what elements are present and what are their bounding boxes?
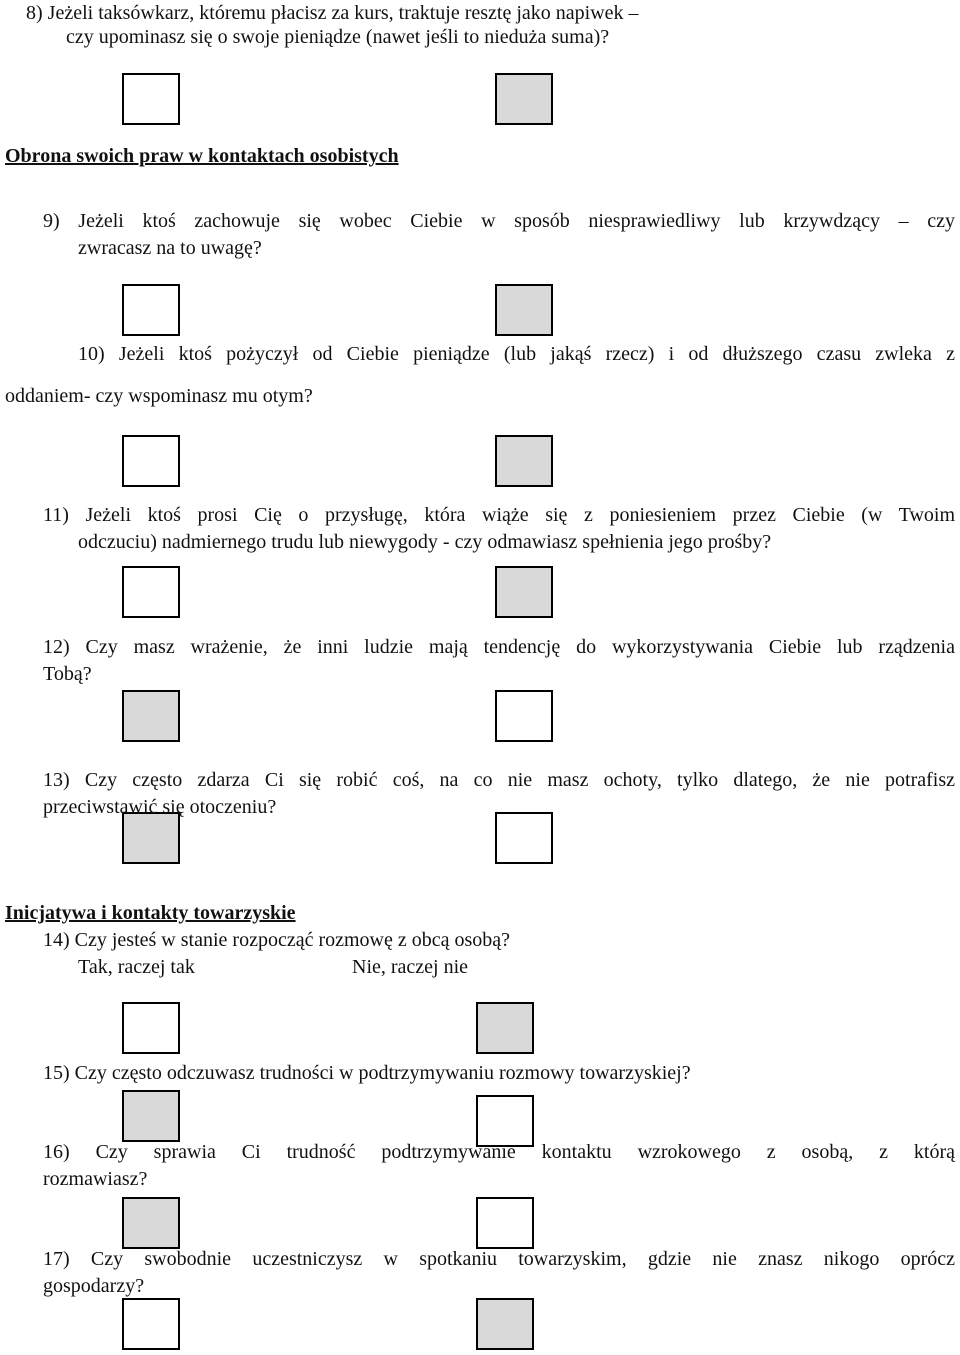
section-title-rights: Obrona swoich praw w kontaktach osobistych [5,145,399,167]
q16-answer-checkbox-left[interactable] [122,1197,180,1249]
q14-answer-no-label: Nie, raczej nie [352,956,469,978]
q14-answer-yes-label: Tak, raczej tak [78,956,195,978]
q10-answer-checkbox-right[interactable] [495,435,553,487]
q9-answer-checkbox-left[interactable] [122,284,180,336]
q13-line1: 13) Czy często zdarza Ci się robić coś, na co nie masz ochoty, tylko dlatego, że nie potrafisz [43,769,955,791]
q14-answer-checkbox-left[interactable] [122,1002,180,1054]
q12-answer-checkbox-left[interactable] [122,690,180,742]
q14-text: 14) Czy jesteś w stanie rozpocząć rozmowę z obcą osobą? [43,929,511,951]
q17-line2: gospodarzy? [43,1275,145,1297]
q12-line2: Tobą? [43,663,92,685]
q15-text: 15) Czy często odczuwasz trudności w podtrzymywaniu rozmowy towarzyskiej? [43,1062,691,1084]
q13-answer-checkbox-left[interactable] [122,812,180,864]
q12-answer-checkbox-right[interactable] [495,690,553,742]
q11-line1: 11) Jeżeli ktoś prosi Cię o przysługę, która wiąże się z poniesieniem przez Ciebie (w Twoim [43,504,955,526]
q8-line2: czy upominasz się o swoje pieniądze (nawet jeśli to nieduża suma)? [66,26,610,48]
q16-line2: rozmawiasz? [43,1168,148,1190]
q11-line2: odczuciu) nadmiernego trudu lub niewygody - czy odmawiasz spełnienia jego prośby? [78,531,772,553]
q9-line1: 9) Jeżeli ktoś zachowuje się wobec Ciebie w sposób niesprawiedliwy lub krzywdzący – czy [43,210,955,232]
q9-answer-checkbox-right[interactable] [495,284,553,336]
q8-answer-checkbox-left[interactable] [122,73,180,125]
q11-answer-checkbox-left[interactable] [122,566,180,618]
q17-line1: 17) Czy swobodnie uczestniczysz w spotkaniu towarzyskim, gdzie nie znasz nikogo oprócz [43,1248,955,1270]
q10-line1: 10) Jeżeli ktoś pożyczył od Ciebie pieniądze (lub jakąś rzecz) i od dłuższego czasu zwleka z [78,343,955,365]
q14-answer-checkbox-right[interactable] [476,1002,534,1054]
q11-answer-checkbox-right[interactable] [495,566,553,618]
q16-answer-checkbox-right[interactable] [476,1197,534,1249]
q15-answer-checkbox-left[interactable] [122,1090,180,1142]
q10-answer-checkbox-left[interactable] [122,435,180,487]
section-title-initiative: Inicjatywa i kontakty towarzyskie [5,902,296,924]
q12-line1: 12) Czy masz wrażenie, że inni ludzie mają tendencję do wykorzystywania Ciebie lub rządzenia [43,636,955,658]
q17-answer-checkbox-left[interactable] [122,1298,180,1350]
q13-answer-checkbox-right[interactable] [495,812,553,864]
q16-line1: 16) Czy sprawia Ci trudność podtrzymywanie kontaktu wzrokowego z osobą, z którą [43,1141,955,1163]
q9-line2: zwracasz na to uwagę? [78,237,262,259]
q17-answer-checkbox-right[interactable] [476,1298,534,1350]
q10-line2: oddaniem- czy wspominasz mu otym? [5,385,313,407]
q8-answer-checkbox-right[interactable] [495,73,553,125]
q8-line1: 8) Jeżeli taksówkarz, któremu płacisz za kurs, traktuje resztę jako napiwek – [26,2,639,24]
q13-line2: przeciwstawić się otoczeniu? [43,796,277,818]
